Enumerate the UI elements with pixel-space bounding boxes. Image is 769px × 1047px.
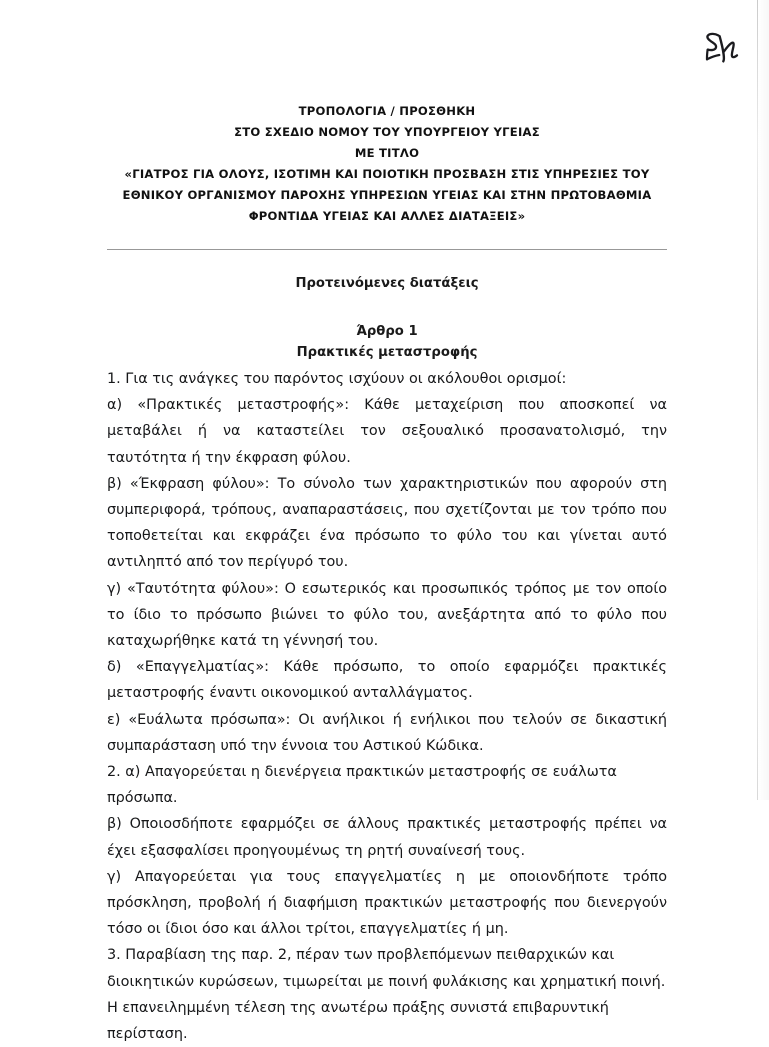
paragraph-1: 1. Για τις ανάγκες του παρόντος ισχύουν οι ακόλουθοι ορισμοί:	[107, 371, 567, 387]
document-body	[107, 366, 667, 1047]
paragraph-e: ε) «Ευάλωτα πρόσωπα»: Οι ανήλικοι ή ενήλικοι που τελούν σε δικαστική συμπαράσταση υπό την έννοια του Αστικού Κώδικα.	[107, 711, 667, 754]
title-line-3: ΜΕ ΤΙΤΛΟ	[354, 146, 420, 160]
handwritten-signature-mark	[694, 24, 754, 72]
paragraph-d: δ) «Επαγγελματίας»: Κάθε πρόσωπο, το οποίο εφαρμόζει πρακτικές μεταστροφής έναντι οικονομικού ανταλλάγματος.	[107, 659, 667, 702]
paragraph-3: 3. Παραβίαση της παρ. 2, πέραν των προβλεπόμενων πειθαρχικών και διοικητικών κυρώσεων, τιμωρείται με ποινή φυλάκισης και χρηματική ποινή. Η επανειλημμένη τέλεση της ανωτέρω πράξης συνιστά επιβαρυντική περίσταση.	[107, 947, 666, 1043]
paragraph-b: β) «Έκφραση φύλου»: Το σύνολο των χαρακτηριστικών που αφορούν στη συμπεριφορά, τρόπους, αναπαραστάσεις, που σχετίζονται με τον τρόπο που τοποθετείται και εκφράζει ένα πρόσωπο το φύλο του και γίνεται αυτό αντιληπτό από τον περίγυρό του.	[107, 475, 667, 571]
paragraph-2c: γ) Απαγορεύεται για τους επαγγελματίες η με οποιονδήποτε τρόπο πρόσκληση, προβολή ή διαφήμιση πρακτικών μεταστροφής που διενεργούν τόσο οι ίδιοι όσο και άλλοι τρίτοι, επαγγελματίες ή μη.	[107, 868, 667, 938]
title-line-2: ΣΤΟ ΣΧΕΔΙΟ ΝΟΜΟΥ ΤΟΥ ΥΠΟΥΡΓΕΙΟΥ ΥΓΕΙΑΣ	[234, 125, 540, 139]
article-heading-block	[107, 321, 667, 363]
horizontal-divider	[107, 249, 667, 250]
section-heading-proposed-provisions: Προτεινόμενες διατάξεις	[295, 276, 479, 291]
scan-edge-gradient	[758, 0, 769, 800]
article-title: Πρακτικές μεταστροφής	[296, 345, 478, 360]
title-line-4: «ΓΙΑΤΡΟΣ ΓΙΑ ΟΛΟΥΣ, ΙΣΟΤΙΜΗ ΚΑΙ ΠΟΙΟΤΙΚΗ ΠΡΟΣΒΑΣΗ ΣΤΙΣ ΥΠΗΡΕΣΙΕΣ ΤΟΥ ΕΘΝΙΚΟΥ ΟΡΓΑΝΙΣΜΟΥ ΠΑΡΟΧΗΣ ΥΠΗΡΕΣΙΩΝ ΥΓΕΙΑΣ ΚΑΙ ΣΤΗΝ ΠΡΩΤΟΒΑΘΜΙΑ ΦΡΟΝΤΙΔΑ ΥΓΕΙΑΣ ΚΑΙ ΑΛΛΕΣ ΔΙΑΤΑΞΕΙΣ»	[122, 167, 652, 223]
article-number: Άρθρο 1	[356, 324, 418, 339]
paragraph-a: α) «Πρακτικές μεταστροφής»: Κάθε μεταχείριση που αποσκοπεί να μεταβάλει ή να καταστείλει τον σεξουαλικό προσανατολισμό, την ταυτότητα ή την έκφραση φύλου.	[107, 397, 667, 466]
paragraph-2b: β) Οποιοσδήποτε εφαρμόζει σε άλλους πρακτικές μεταστροφής πρέπει να έχει εξασφαλίσει προηγουμένως τη ρητή συναίνεσή τους.	[107, 816, 667, 859]
document-title-block	[107, 101, 667, 227]
paragraph-2a: 2. α) Απαγορεύεται η διενέργεια πρακτικών μεταστροφής σε ευάλωτα πρόσωπα.	[107, 764, 617, 807]
document-content	[107, 0, 667, 1047]
title-line-1: ΤΡΟΠΟΛΟΓΙΑ / ΠΡΟΣΘΗΚΗ	[298, 104, 476, 118]
paragraph-c: γ) «Ταυτότητα φύλου»: Ο εσωτερικός και προσωπικός τρόπος με τον οποίο το ίδιο το πρόσωπο βιώνει το φύλο του, ανεξάρτητα από το φύλο που καταχωρήθηκε κατά τη γέννησή του.	[107, 580, 667, 650]
